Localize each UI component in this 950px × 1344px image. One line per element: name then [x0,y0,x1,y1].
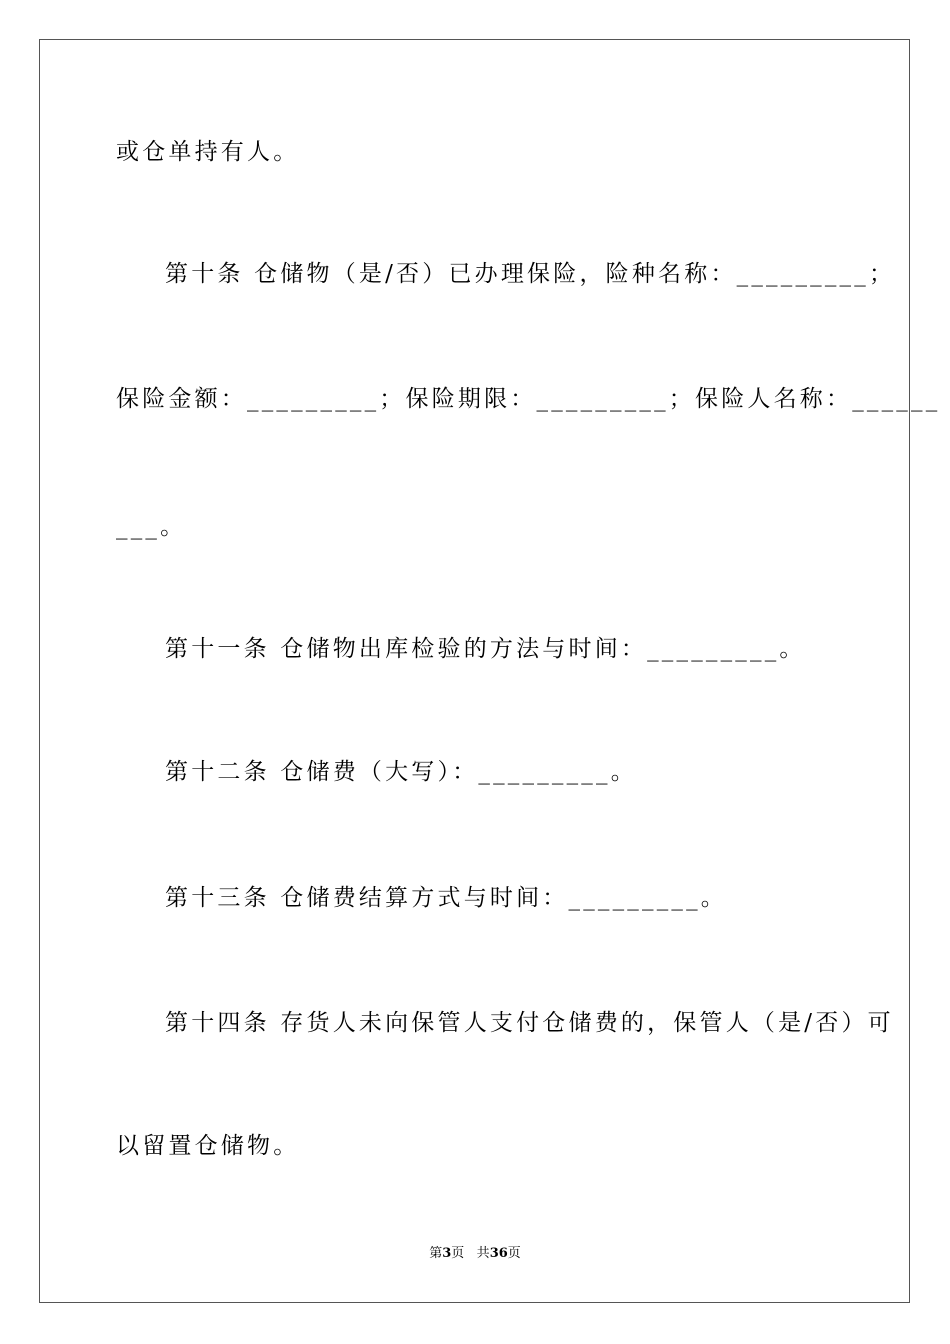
footer-page-prefix: 第 [429,1246,443,1261]
page-footer [0,1245,950,1263]
article-11: 第十一条 仓储物出库检验的方法与时间：_________。 [165,636,806,662]
footer-total-unit: 页 [507,1246,521,1261]
article-12: 第十二条 仓储费（大写）：_________。 [165,759,637,785]
footer-total-prefix: 共 [476,1246,490,1261]
page-border [39,39,910,1303]
text-line-1: 或仓单持有人。 [116,139,300,165]
footer-page-current: 3 [442,1246,452,1261]
article-10-line-1: 第十条 仓储物（是/否）已办理保险，险种名称：_________； [165,261,896,287]
article-14-line-1: 第十四条 存货人未向保管人支付仓储费的，保管人（是/否）可 [165,1010,894,1036]
article-13: 第十三条 仓储费结算方式与时间：_________。 [165,885,728,911]
article-10-line-3: ___。 [116,514,187,540]
article-10-line-2: 保险金额：_________；保险期限：_________；保险人名称：______ [116,386,941,412]
footer-page-total: 36 [489,1246,508,1261]
article-14-line-2: 以留置仓储物。 [116,1133,300,1159]
footer-page-unit: 页 [451,1246,465,1261]
